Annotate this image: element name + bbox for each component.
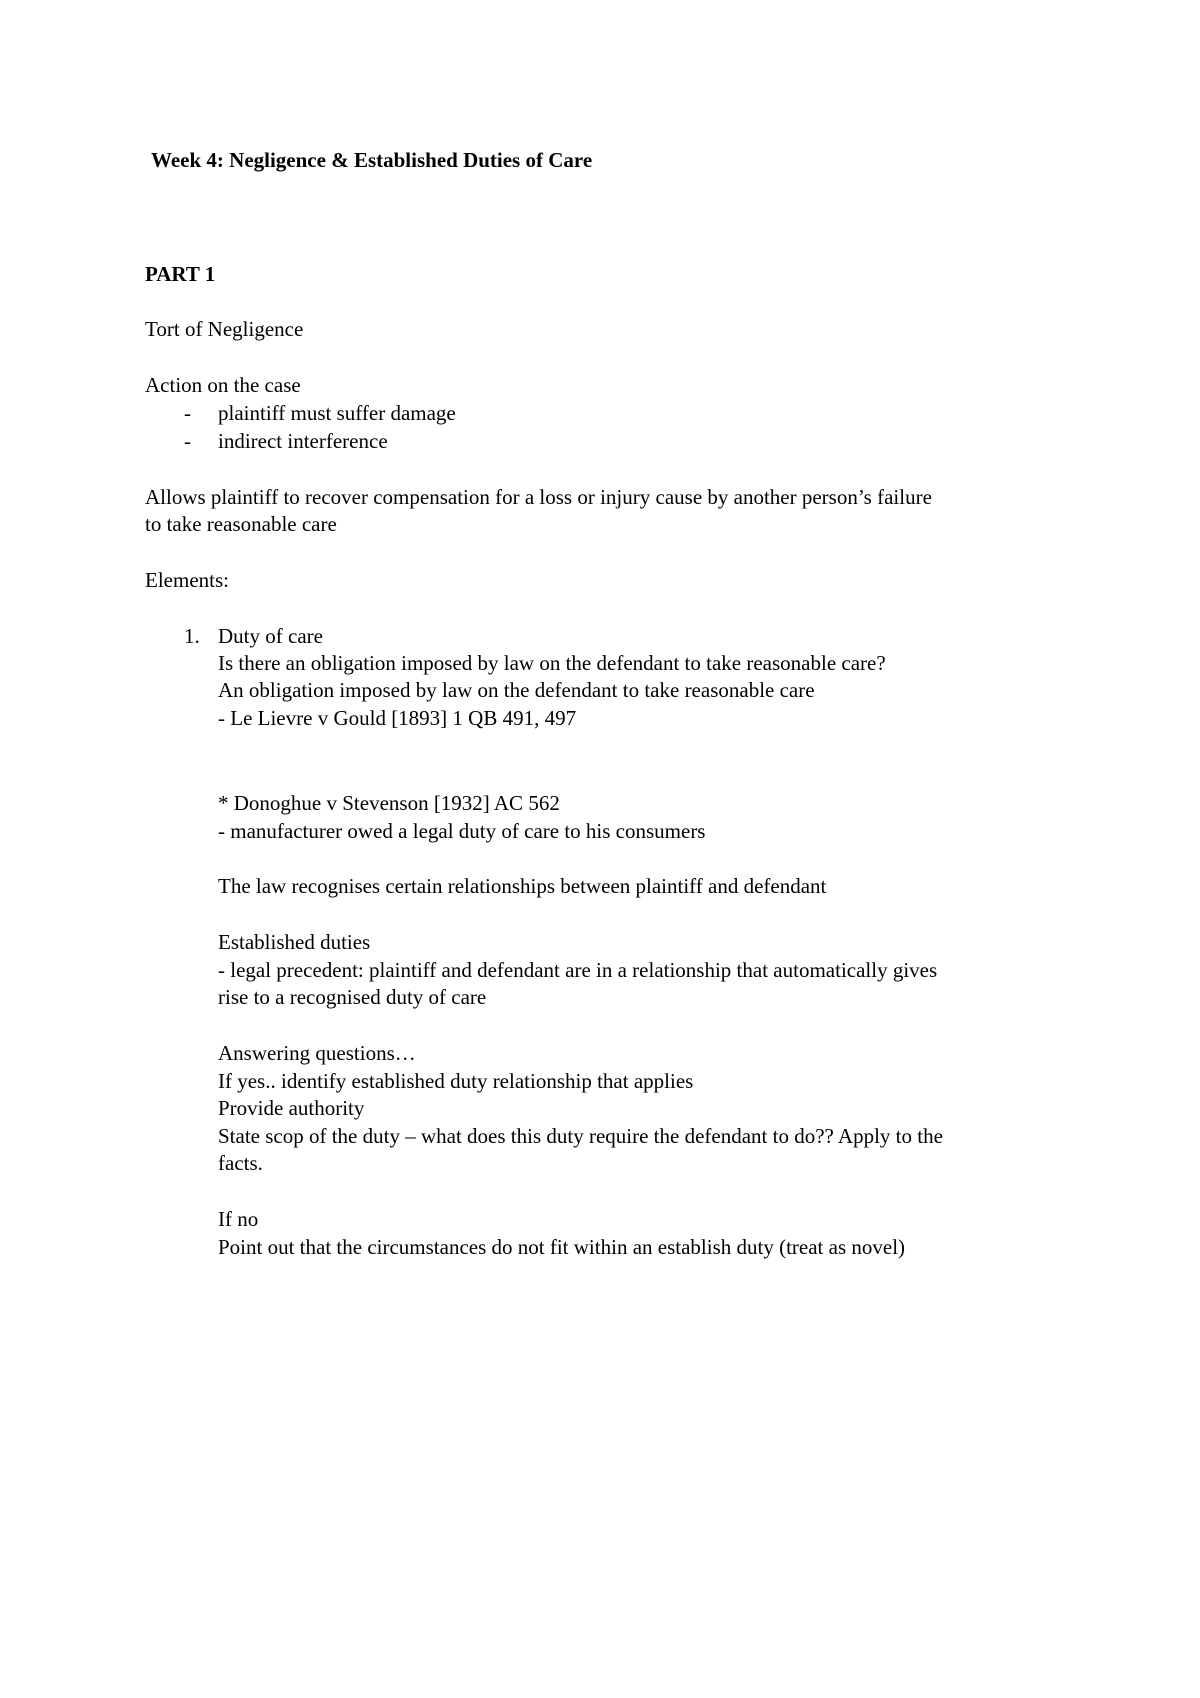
duty-of-care-line: Is there an obligation imposed by law on the defendant to take reasonable care? [218,651,886,675]
answering-line: State scop of the duty – what does this duty require the defendant to do?? Apply to the [218,1124,943,1148]
action-bullet: indirect interference [218,429,388,453]
if-no-line: If no [218,1207,259,1231]
answering-line: If yes.. identify established duty relationship that applies [218,1069,694,1093]
action-heading: Action on the case [145,373,301,397]
document-title: Week 4: Negligence & Established Duties of Care [151,148,593,172]
bullet-marker: - [184,429,191,453]
bullet-marker: - [184,401,191,425]
list-number: 1. [184,624,200,648]
elements-heading: Elements: [145,568,229,592]
law-recognises-line: The law recognises certain relationships between plaintiff and defendant [218,874,827,898]
donoghue-line: - manufacturer owed a legal duty of care to his consumers [218,819,706,843]
duty-of-care-line: - Le Lievre v Gould [1893] 1 QB 491, 497 [218,706,577,730]
established-line: Established duties [218,930,371,954]
part-heading: PART 1 [145,262,216,286]
allows-paragraph-line: Allows plaintiff to recover compensation for a loss or injury cause by another person’s failure [145,485,932,509]
allows-paragraph-line: to take reasonable care [145,512,337,536]
answering-line: facts. [218,1151,263,1175]
answering-line: Answering questions… [218,1041,416,1065]
answering-line: Provide authority [218,1096,365,1120]
if-no-line: Point out that the circumstances do not fit within an establish duty (treat as novel) [218,1235,906,1259]
established-line: rise to a recognised duty of care [218,985,487,1009]
tort-heading: Tort of Negligence [145,317,304,341]
action-bullet: plaintiff must suffer damage [218,401,456,425]
donoghue-line: * Donoghue v Stevenson [1932] AC 562 [218,791,560,815]
established-line: - legal precedent: plaintiff and defendant are in a relationship that automatically gives [218,958,938,982]
duty-of-care-line: Duty of care [218,624,323,648]
duty-of-care-line: An obligation imposed by law on the defendant to take reasonable care [218,678,815,702]
